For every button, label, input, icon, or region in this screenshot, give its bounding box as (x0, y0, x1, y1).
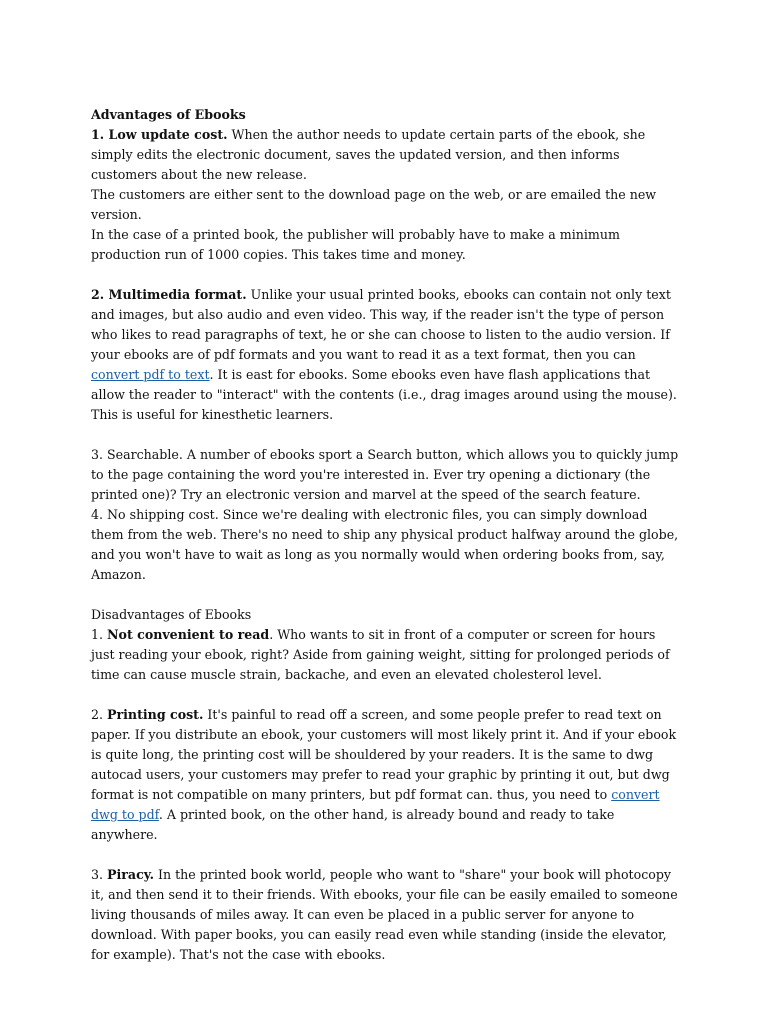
advantage-1-paragraph (91, 125, 681, 185)
advantages-heading: Advantages of Ebooks (91, 107, 246, 122)
disadvantage-2-paragraph (91, 705, 681, 845)
disadvantage-2-number: 2. (91, 707, 108, 722)
advantage-2-paragraph (91, 285, 681, 425)
disadvantage-3-text: In the printed book world, people who want to "share" your book will photocopy it, and then send it to their friends. With ebooks, your file can be easily emailed to someone living thousands of miles away. It can even be placed in a public server for anyone to download. With paper books, you can easily read even while standing (inside the elevator, for example). That's not the case with ebooks. (91, 867, 678, 962)
spacer (91, 265, 681, 285)
advantage-3-paragraph: 3. Searchable. A number of ebooks sport a Search button, which allows you to quickly jump to the page containing the word you're interested in. Ever try opening a dictionary (the printed one)? Try an electronic version and marvel at the speed of the search feature. (91, 447, 679, 502)
disadvantage-1-label: Not convenient to read (107, 627, 270, 642)
disadvantage-1-paragraph (91, 625, 681, 685)
disadvantage-2-text-after: . A printed book, on the other hand, is already bound and ready to take anywhere. (91, 807, 615, 842)
disadvantage-1-number: 1. (91, 627, 108, 642)
advantage-1-text-2: The customers are either sent to the download page on the web, or are emailed the new version. (91, 187, 657, 222)
convert-pdf-to-text-link[interactable]: convert pdf to text (91, 367, 210, 382)
spacer (91, 685, 681, 705)
document-page (91, 105, 681, 965)
advantage-1-text-3: In the case of a printed book, the publisher will probably have to make a minimum production run of 1000 copies. This takes time and money. (91, 227, 620, 262)
advantage-2-text: Unlike your usual printed books, ebooks can contain not only text and images, but also audio and even video. This way, if the reader isn't the type of person who likes to read paragraphs of text, he or she can choose to listen to the audio version. If your ebooks are of pdf formats and you want to read it as a text format, then you can (91, 287, 671, 362)
disadvantage-1-text: . Who wants to sit in front of a computer or screen for hours just reading your ebook, right? Aside from gaining weight, sitting for prolonged periods of time can cause muscle strain, backache, and even an elevated cholesterol level. (91, 627, 670, 682)
disadvantage-2-text: It's painful to read off a screen, and some people prefer to read text on paper. If you distribute an ebook, your customers will most likely print it. And if your ebook is quite long, the printing cost will be shouldered by your readers. It is the same to dwg autocad users, your customers may prefer to read your graphic by printing it out, but dwg format is not compatible on many printers, but pdf format can. thus, you need to (91, 707, 677, 802)
disadvantage-3-label: Piracy. (107, 867, 155, 882)
disadvantage-3-number: 3. (91, 867, 108, 882)
disadvantage-2-label: Printing cost. (107, 707, 204, 722)
advantage-4-paragraph: 4. No shipping cost. Since we're dealing with electronic files, you can simply download them from the web. There's no need to ship any physical product halfway around the globe, and you won't have to wait as long as you normally would when ordering books from, say, Amazon. (91, 507, 679, 582)
disadvantage-3-paragraph (91, 865, 681, 965)
advantage-1-text: When the author needs to update certain parts of the ebook, she simply edits the electronic document, saves the updated version, and then informs customers about the new release. (91, 127, 646, 182)
spacer (91, 425, 681, 445)
spacer (91, 585, 681, 605)
advantage-2-label: 2. Multimedia format. (91, 287, 247, 302)
advantage-1-label: 1. Low update cost. (91, 127, 228, 142)
convert-dwg-to-pdf-link[interactable]: convert dwg to pdf (91, 787, 660, 822)
disadvantages-heading: Disadvantages of Ebooks (91, 607, 252, 622)
advantage-2-text-after: . It is east for ebooks. Some ebooks even have flash applications that allow the reader to "interact" with the contents (i.e., drag images around using the mouse). This is useful for kinesthetic learners. (91, 367, 677, 422)
spacer (91, 845, 681, 865)
